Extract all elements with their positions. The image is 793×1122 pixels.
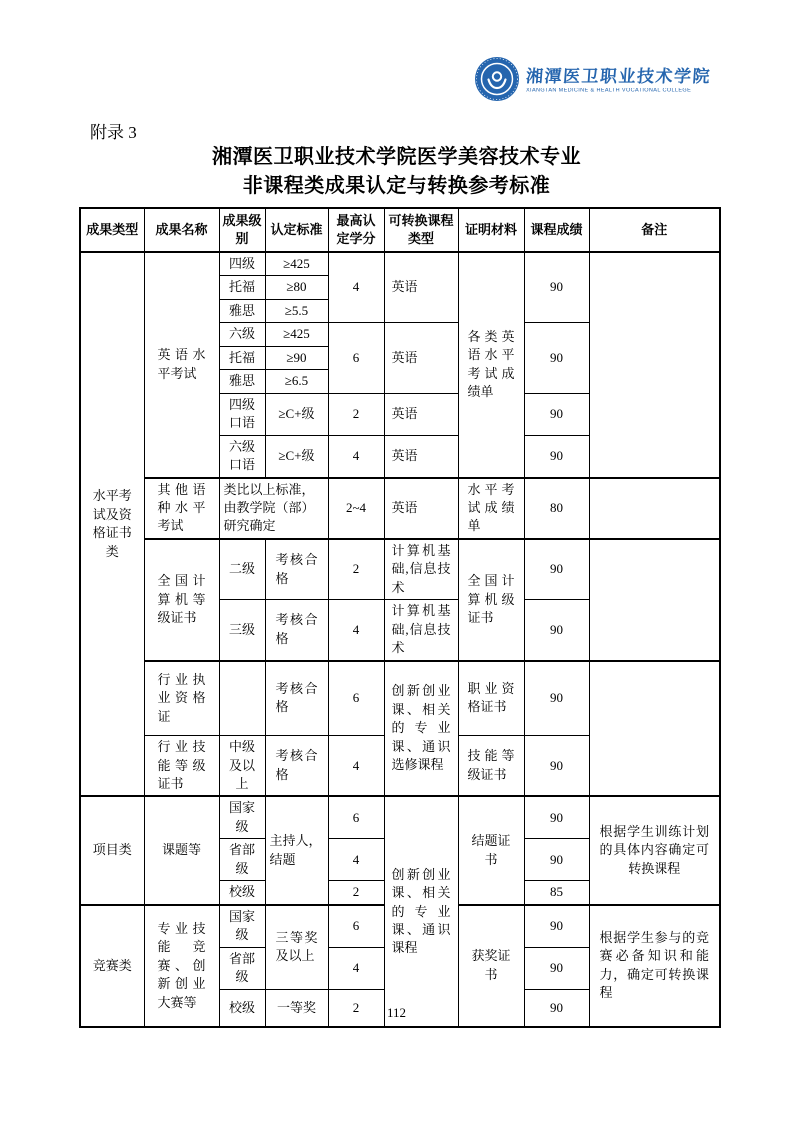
table-cell: 90 [524,947,589,989]
table-cell: 主持人，结题 [265,796,328,904]
table-cell: 90 [524,252,589,323]
table-cell: 技能等级证书 [458,736,524,797]
table-cell [589,478,720,539]
table-cell: 考核合格 [265,600,328,661]
table-cell [589,252,720,478]
table-cell: 国家级 [219,796,265,838]
table-cell: 中级及以上 [219,736,265,797]
page-title [0,143,793,201]
table-cell [589,539,720,661]
table-cell: 90 [524,839,589,881]
table-cell: 90 [524,989,589,1027]
table-cell: ≥5.5 [265,299,328,322]
table-cell: 90 [524,796,589,838]
table-cell: 结题证书 [458,796,524,904]
page-title-line1: 湘潭医卫职业技术学院医学美容技术专业 [212,146,581,168]
table-cell: ≥80 [265,276,328,299]
table-cell: 省部级 [219,839,265,881]
table-cell: 根据学生训练计划的具体内容确定可转换课程 [589,796,720,904]
table-cell: 专业技能竞赛、创新创业大赛等 [144,905,219,1027]
table-cell: 英语 [384,323,458,393]
table-cell: 各类英语水平考试成绩单 [458,252,524,478]
table-cell: 水平考试成绩单 [458,478,524,539]
table-cell: 职业资格证书 [458,661,524,736]
table-row [80,796,720,838]
table-cell: 类比以上标准，由教学院（部）研究确定 [219,478,328,539]
column-header: 课程成绩 [524,208,589,252]
table-cell: 2 [328,539,384,600]
appendix-label: 附录 3 [90,123,137,142]
table-cell: 90 [524,600,589,661]
table-cell: 6 [328,661,384,736]
table-cell: 六级 [219,323,265,346]
table-cell: ≥C+级 [265,393,328,435]
table-cell: 创新创业课、相关的专业课、通识课程 [384,796,458,1027]
table-cell: 全国计算机等级证书 [144,539,219,661]
cell-category-exams-certs: 水平考试及资格证书类 [80,252,144,796]
table-row [80,478,720,539]
table-cell: 雅思 [219,370,265,393]
table-cell: 一等奖 [265,989,328,1027]
table-cell: ≥90 [265,346,328,369]
table-cell [589,661,720,797]
column-header: 备注 [589,208,720,252]
table-cell: 90 [524,435,589,477]
column-header: 成果级别 [219,208,265,252]
page-title-line2: 非课程类成果认定与转换参考标准 [242,175,551,197]
table-cell: ≥C+级 [265,435,328,477]
table-row [80,252,720,276]
table-cell: 考核合格 [265,736,328,797]
column-header: 认定标准 [265,208,328,252]
table-cell: 课题等 [144,796,219,904]
column-header: 最高认定学分 [328,208,384,252]
table-cell: 80 [524,478,589,539]
table-cell [219,661,265,736]
table-cell: 国家级 [219,905,265,947]
table-cell: 4 [328,600,384,661]
table-body [80,252,720,1027]
cell-category-projects: 项目类 [80,796,144,904]
table-cell: 全国计算机级证书 [458,539,524,661]
table-row [80,661,720,736]
table-cell: 行业技能等级证书 [144,736,219,797]
column-header: 成果类型 [80,208,144,252]
table-cell: 其他语种水平考试 [144,478,219,539]
table-cell: 4 [328,839,384,881]
table-cell: 4 [328,435,384,477]
table-cell: 英语 [384,252,458,323]
table-cell: 六级口语 [219,435,265,477]
table-header [80,208,720,252]
column-header: 成果名称 [144,208,219,252]
cell-category-competitions: 竞赛类 [80,905,144,1027]
table-cell: 创新创业课、相关的专业课、通识选修课程 [384,661,458,797]
table-cell: 90 [524,393,589,435]
table-cell: 根据学生参与的竞赛必备知识和能力，确定可转换课程 [589,905,720,1027]
table-cell: 英语 [384,393,458,435]
table-cell: 6 [328,796,384,838]
college-name-block [526,68,711,94]
table-cell: ≥425 [265,252,328,276]
college-seal-icon [474,56,520,107]
table-cell: 4 [328,736,384,797]
table-cell: 获奖证书 [458,905,524,1027]
table-cell: 90 [524,539,589,600]
table-row [80,539,720,600]
page-number: 112 [386,1005,407,1020]
table-cell: 考核合格 [265,539,328,600]
table-cell: 英语 [384,435,458,477]
college-name-en: XIANGTAN MEDICINE & HEALTH VOCATIONAL COLLEGE [526,88,692,94]
column-header: 可转换课程类型 [384,208,458,252]
table-cell: 英语 [384,478,458,539]
column-header: 证明材料 [458,208,524,252]
table-cell: 四级口语 [219,393,265,435]
table-cell: 计算机基础,信息技术 [384,539,458,600]
table-cell: 90 [524,323,589,393]
table-cell: 85 [524,881,589,905]
table-cell: 省部级 [219,947,265,989]
table-cell: ≥6.5 [265,370,328,393]
table-cell: 90 [524,736,589,797]
table-cell: 行业执业资格证 [144,661,219,736]
table-cell: 三等奖及以上 [265,905,328,989]
table-cell: 校级 [219,989,265,1027]
table-cell: 90 [524,661,589,736]
table-cell: 雅思 [219,299,265,322]
table-cell: 2 [328,989,384,1027]
table-cell: 90 [524,905,589,947]
table-cell: 计算机基础,信息技术 [384,600,458,661]
table-cell: 英语水平考试 [144,252,219,478]
college-name-zh: 湘潭医卫职业技术学院 [525,67,712,87]
table-cell: 托福 [219,346,265,369]
table-cell: 4 [328,252,384,323]
table-cell: 托福 [219,276,265,299]
table-cell: 4 [328,947,384,989]
table-cell: 2 [328,881,384,905]
college-logo [474,56,711,107]
conversion-standards-table [79,207,721,1028]
table-cell: 2~4 [328,478,384,539]
table-cell: 二级 [219,539,265,600]
table-cell: 四级 [219,252,265,276]
table-cell: 6 [328,905,384,947]
table-cell: 三级 [219,600,265,661]
table-cell: 校级 [219,881,265,905]
table-cell: 6 [328,323,384,393]
table-cell: 考核合格 [265,661,328,736]
table-cell: 2 [328,393,384,435]
table-cell: ≥425 [265,323,328,346]
